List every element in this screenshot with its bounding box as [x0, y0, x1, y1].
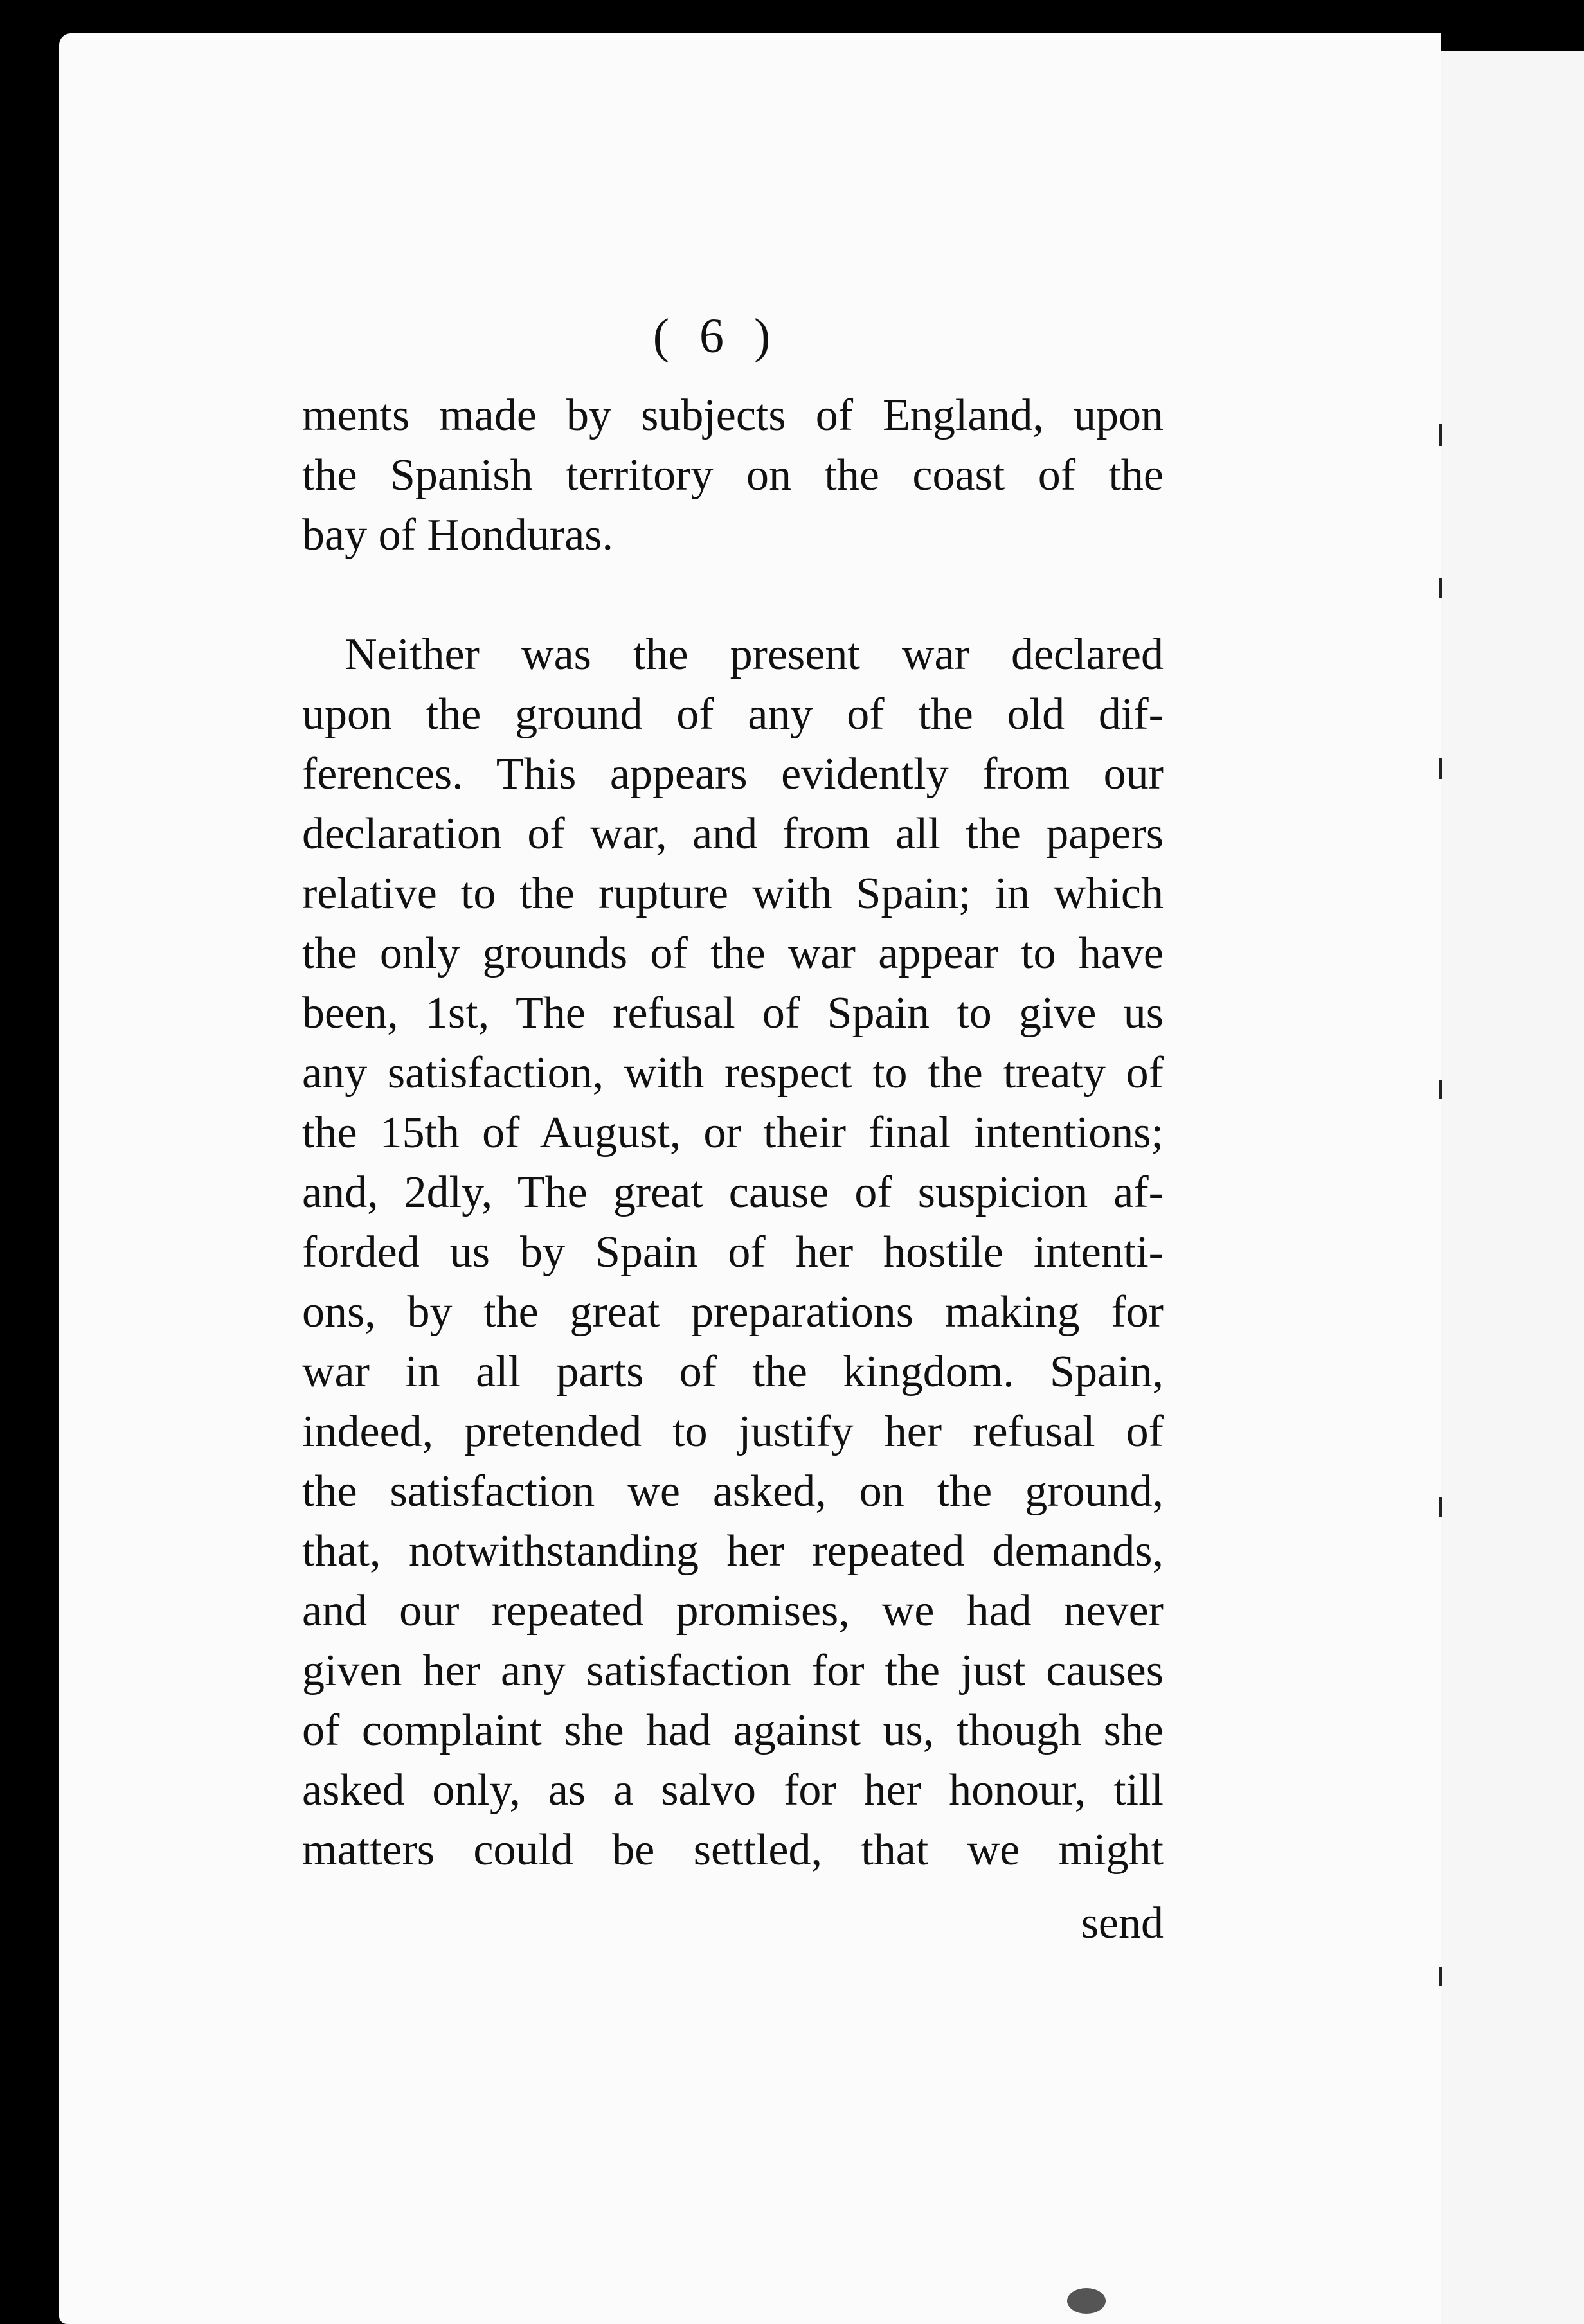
text-line: given her any satisfaction for the just causes [302, 1646, 1164, 1695]
paragraph-1 [302, 386, 1164, 565]
text-line: ferences. This appears evidently from our [302, 749, 1164, 799]
text-line: indeed, pretended to justify her refusal of [302, 1407, 1164, 1456]
text-line: been, 1st, The refusal of Spain to give us [302, 988, 1164, 1038]
page-number: ( 6 ) [652, 309, 780, 363]
text-line: forded us by Spain of her hostile intenti- [302, 1228, 1164, 1277]
text-line: the only grounds of the war appear to have [302, 929, 1164, 978]
paragraph-2 [302, 625, 1164, 1880]
text-line: ons, by the great preparations making for [302, 1287, 1164, 1337]
text-line: any satisfaction, with respect to the treaty of [302, 1048, 1164, 1098]
text-line: the 15th of August, or their final intentions; [302, 1108, 1164, 1158]
text-line: Neither was the present war declared [345, 630, 1164, 679]
text-line: war in all parts of the kingdom. Spain, [302, 1347, 1164, 1397]
text-line: of complaint she had against us, though she [302, 1706, 1164, 1755]
text-line: the Spanish territory on the coast of the [302, 451, 1164, 500]
text-line: declaration of war, and from all the papers [302, 809, 1164, 859]
scan-mark [1439, 1967, 1442, 1986]
scan-mark [1439, 1080, 1442, 1099]
text-line: that, notwithstanding her repeated demands, [302, 1526, 1164, 1576]
text-line: and, 2dly, The great cause of suspicion af- [302, 1168, 1164, 1217]
scan-mark [1439, 1497, 1442, 1517]
catchword: send [1081, 1899, 1164, 1948]
scan-mark [1439, 578, 1442, 598]
adjacent-page-edge [1437, 51, 1584, 2324]
scan-mark [1439, 758, 1442, 779]
scan-mark [1439, 424, 1442, 446]
text-line: bay of Honduras. [302, 510, 614, 560]
text-line: asked only, as a salvo for her honour, till [302, 1765, 1164, 1815]
text-line: the satisfaction we asked, on the ground, [302, 1467, 1164, 1516]
text-line: relative to the rupture with Spain; in which [302, 869, 1164, 918]
text-line: matters could be settled, that we might [302, 1825, 1164, 1875]
text-line: and our repeated promises, we had never [302, 1586, 1164, 1636]
scan-mark [1067, 2288, 1106, 2314]
text-line: upon the ground of any of the old dif- [302, 690, 1164, 739]
text-line: ments made by subjects of England, upon [302, 391, 1164, 440]
